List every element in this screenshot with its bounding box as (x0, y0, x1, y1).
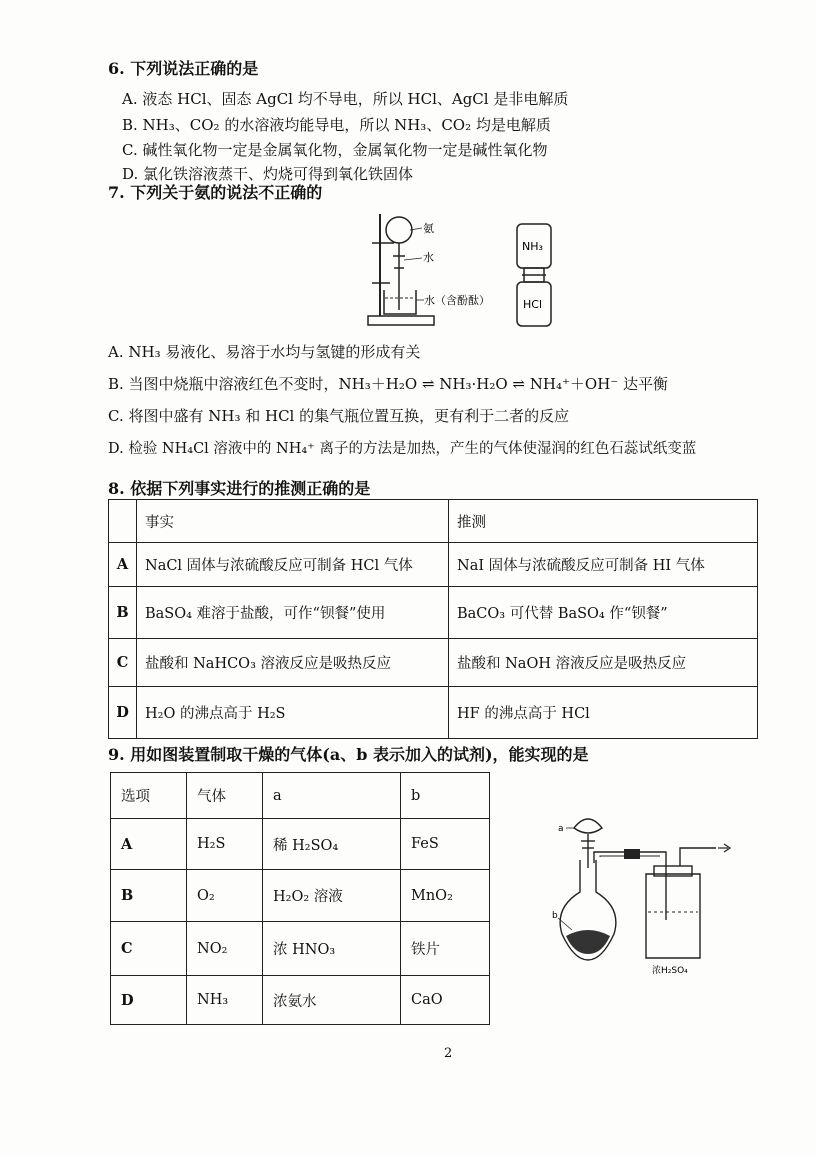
q7-fountain-apparatus-figure (360, 210, 490, 332)
table-cell: HF 的沸点高于 HCl (449, 687, 758, 739)
row-label: B (111, 870, 187, 922)
table-cell: FeS (401, 819, 490, 870)
header-cell: 选项 (111, 773, 187, 819)
label-ammonia: 氨 (423, 222, 434, 235)
label-water: 水 (423, 251, 434, 264)
table-row (109, 543, 758, 587)
table-row (111, 870, 490, 922)
header-cell: 事实 (137, 500, 449, 543)
header-cell: a (263, 773, 401, 819)
table-cell: NO₂ (187, 922, 263, 976)
q6-option-d: D. 氯化铁溶液蒸干、灼烧可得到氧化铁固体 (122, 165, 414, 183)
table-cell: NH₃ (187, 976, 263, 1025)
q6-option-c: C. 碱性氧化物一定是金属氧化物，金属氧化物一定是碱性氧化物 (122, 141, 548, 159)
label-nh3: NH₃ (522, 240, 543, 253)
table-row (111, 976, 490, 1025)
table-cell: 铁片 (401, 922, 490, 976)
table-row (109, 687, 758, 739)
q6-option-b: B. NH₃、CO₂ 的水溶液均能导电，所以 NH₃、CO₂ 均是电解质 (122, 116, 551, 134)
label-hcl: HCl (523, 298, 543, 311)
q8-table (108, 499, 758, 739)
q7-option-a: A. NH₃ 易液化、易溶于水均与氢键的形成有关 (108, 343, 421, 361)
table-cell: O₂ (187, 870, 263, 922)
table-cell: NaCl 固体与浓硫酸反应可制备 HCl 气体 (137, 543, 449, 587)
table-cell: NaI 固体与浓硫酸反应可制备 HI 气体 (449, 543, 758, 587)
row-label: D (109, 687, 137, 739)
label-b: b (552, 911, 558, 921)
table-cell: 浓氨水 (263, 976, 401, 1025)
table-row (109, 639, 758, 687)
header-cell (109, 500, 137, 543)
table-cell: BaSO₄ 难溶于盐酸，可作“钡餐”使用 (137, 587, 449, 639)
table-cell: 稀 H₂SO₄ (263, 819, 401, 870)
table-cell: MnO₂ (401, 870, 490, 922)
table-cell: H₂O₂ 溶液 (263, 870, 401, 922)
table-cell: BaCO₃ 可代替 BaSO₄ 作“钡餐” (449, 587, 758, 639)
q7-option-c: C. 将图中盛有 NH₃ 和 HCl 的集气瓶位置互换，更有利于二者的反应 (108, 407, 570, 425)
table-header-row (109, 500, 758, 543)
header-cell: 推测 (449, 500, 758, 543)
table-cell: 浓 HNO₃ (263, 922, 401, 976)
q8-title: 8. 依据下列事实进行的推测正确的是 (108, 479, 371, 498)
table-cell: H₂O 的沸点高于 H₂S (137, 687, 449, 739)
table-cell: 盐酸和 NaOH 溶液反应是吸热反应 (449, 639, 758, 687)
row-label: C (109, 639, 137, 687)
q7-option-b: B. 当图中烧瓶中溶液红色不变时，NH₃＋H₂O ⇌ NH₃·H₂O ⇌ NH₄⁺＋OH⁻ 达平衡 (108, 375, 668, 393)
table-cell: 盐酸和 NaHCO₃ 溶液反应是吸热反应 (137, 639, 449, 687)
table-cell: CaO (401, 976, 490, 1025)
row-label: A (109, 543, 137, 587)
q6-title: 6. 下列说法正确的是 (108, 59, 259, 78)
q7-title: 7. 下列关于氨的说法不正确的 (108, 183, 323, 202)
table-row (109, 587, 758, 639)
table-row (111, 922, 490, 976)
label-water-phenolphthalein: 水（含酚酞） (424, 294, 490, 307)
label-conc-sulfuric-acid: 浓H₂SO₄ (652, 966, 688, 976)
table-header-row (111, 773, 490, 819)
page-number: 2 (444, 1046, 453, 1061)
row-label: A (111, 819, 187, 870)
q9-title: 9. 用如图装置制取干燥的气体(a、b 表示加入的试剂)，能实现的是 (108, 745, 589, 764)
label-a: a (558, 824, 564, 834)
row-label: D (111, 976, 187, 1025)
q9-gas-generation-apparatus-figure (548, 808, 738, 978)
header-cell: 气体 (187, 773, 263, 819)
q7-gas-bottles-figure (514, 222, 554, 330)
header-cell: b (401, 773, 490, 819)
q9-table (110, 772, 490, 1025)
q7-option-d: D. 检验 NH₄Cl 溶液中的 NH₄⁺ 离子的方法是加热，产生的气体使湿润的红色石蕊试纸变蓝 (108, 441, 697, 457)
row-label: C (111, 922, 187, 976)
q6-option-a: A. 液态 HCl、固态 AgCl 均不导电，所以 HCl、AgCl 是非电解质 (122, 90, 569, 108)
table-row (111, 819, 490, 870)
row-label: B (109, 587, 137, 639)
table-cell: H₂S (187, 819, 263, 870)
